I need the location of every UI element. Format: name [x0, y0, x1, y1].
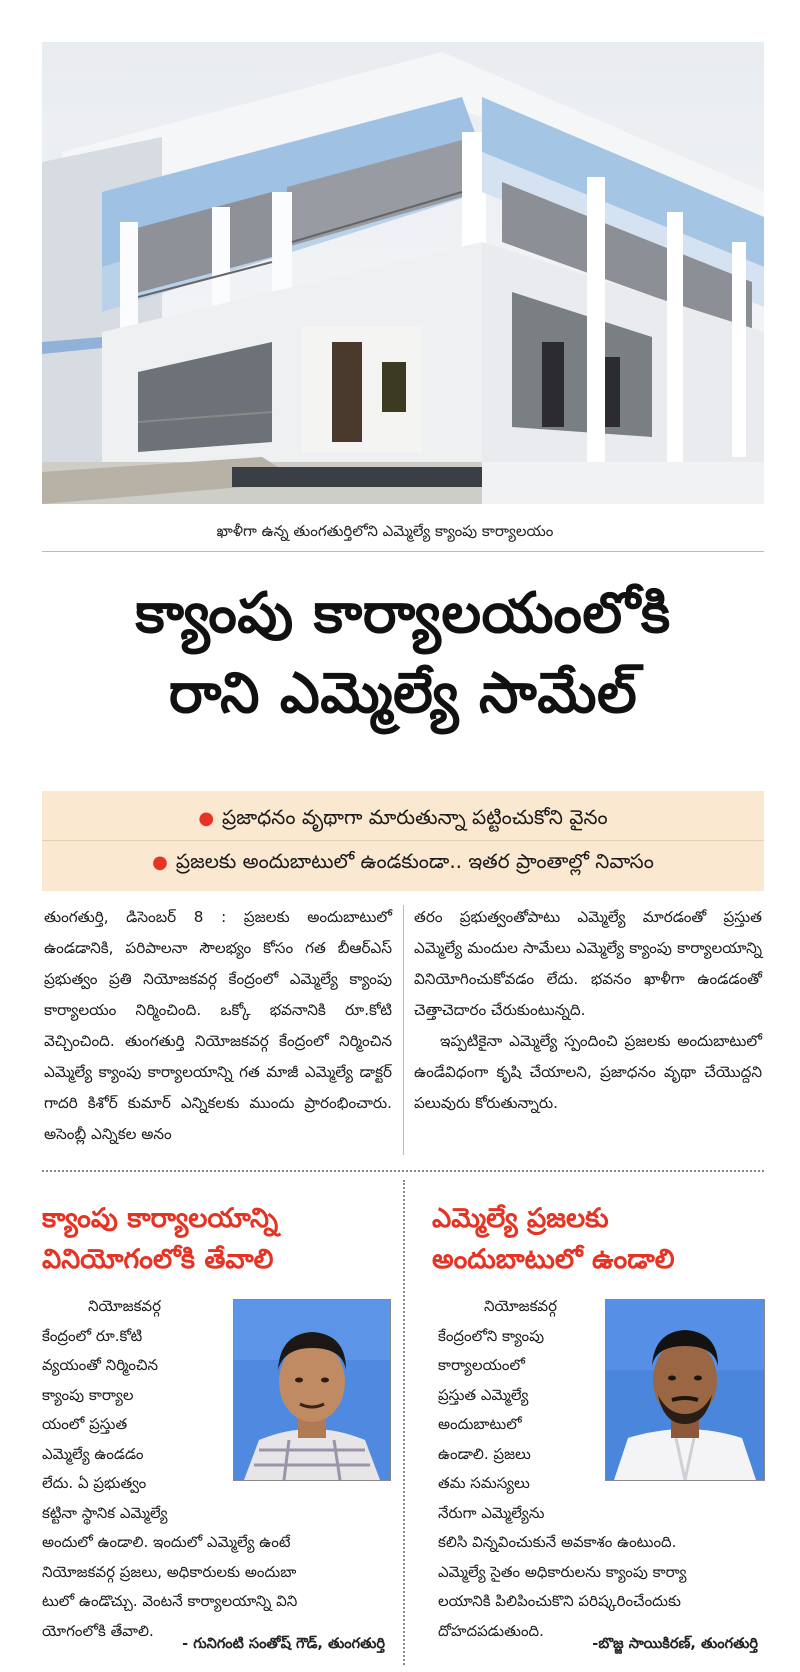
box-text-line: లయానికి పిలిపించుకొని పరిష్కరించేందుకు	[438, 1592, 681, 1610]
box-text-line: కలిసి విన్నవించుకునే అవకాశం ఉంటుంది.	[438, 1533, 677, 1551]
section-divider	[42, 1170, 764, 1172]
box-text-line: ఉండాలి. ప్రజలు	[438, 1444, 531, 1463]
portrait-photo-left	[233, 1299, 391, 1481]
box-text-line: నియోజకవర్గ	[484, 1297, 557, 1315]
highlight-text: ప్రజాధనం వృథాగా మారుతున్నా పట్టించుకోని వైనం	[222, 805, 608, 829]
highlight-item	[42, 805, 764, 834]
byline-left: - గునిగంటి సంతోష్ గౌడ్, తుంగతుర్తి	[182, 1636, 385, 1652]
box-text-line: కట్టినా స్థానిక ఎమ్మెల్యే	[42, 1503, 168, 1522]
caption-divider	[42, 551, 764, 552]
box-text-line: దోహదపడుతుంది.	[438, 1621, 544, 1640]
box-title-line: అందుబాటులో ఉండాలి	[432, 1244, 675, 1275]
box-text-line: ఎమ్మెల్యే ఉండడం	[42, 1444, 144, 1463]
box-title-line: క్యాంపు కార్యాలయాన్ని	[42, 1203, 279, 1234]
box-text-line: తమ సమస్యలు	[438, 1474, 530, 1492]
box-text-line: కేంద్రంలో రూ.కోటి	[42, 1326, 143, 1345]
photo-caption: ఖాళీగా ఉన్న తుంగతుర్తిలోని ఎమ్మెల్యే క్యాంపు కార్యాలయం	[216, 522, 554, 540]
box-title-line: వినియోగంలోకి తేవాలి	[42, 1244, 274, 1275]
box-text-line: అందుబాటులో	[438, 1415, 522, 1433]
box-text-line: టులో ఉండొచ్చు. వెంటనే కార్యాలయాన్ని విని	[42, 1592, 298, 1610]
highlight-text: ప్రజలకు అందుబాటులో ఉండకుండా.. ఇతర ప్రాంతాల్లో నివాసం	[175, 849, 654, 873]
column-divider	[403, 905, 404, 1155]
box-text-line: కేంద్రంలోని క్యాంపు	[438, 1326, 545, 1345]
box-text-line: యోగంలోకి తేవాలి.	[42, 1621, 154, 1640]
bullet-icon: ●	[152, 852, 168, 873]
box-text-line: క్యాంపు కార్యాల	[42, 1385, 134, 1404]
building-photo	[42, 42, 764, 504]
box-right-title	[432, 1198, 762, 1280]
article-paragraph: తరం ప్రభుత్వంతోపాటు ఎమ్మెల్యే మారడంతో ప్రస్తుత ఎమ్మెల్యే మందుల సామేలు ఎమ్మెల్యే క్యాంపు కార్యాలయాన్ని వినియోగించుకోవడం లేదు. భవనం ఖాళీగా ఉండడంతో చెత్తాచెదారం చేరుకుంటున్నది.	[414, 908, 762, 1019]
box-text-line: లేదు. ఏ ప్రభుత్వం	[42, 1474, 147, 1492]
box-text-line: కార్యాలయంలో	[438, 1356, 525, 1374]
bullet-icon: ●	[198, 808, 215, 829]
box-text-line: యంలో ప్రస్తుత	[42, 1415, 128, 1433]
box-text-line: నేరుగా ఎమ్మెల్యేను	[438, 1503, 545, 1522]
box-text-line: ప్రస్తుత ఎమ్మెల్యే	[438, 1385, 529, 1404]
article-left-column	[44, 902, 392, 1150]
article-right-column	[414, 902, 762, 1119]
highlights-box	[42, 791, 764, 891]
highlight-item	[42, 849, 764, 878]
box-text-line: వ్యయంతో నిర్మించిన	[42, 1356, 159, 1374]
box-title-line: ఎమ్మెల్యే ప్రజలకు	[432, 1203, 609, 1234]
highlight-divider	[42, 840, 764, 841]
box-text-line: ఎమ్మెల్యే సైతం అధికారులను క్యాంపు కార్యా	[438, 1562, 687, 1581]
box-text-line: అందులో ఉండాలి. ఇందులో ఎమ్మెల్యే ఉంటే	[42, 1533, 291, 1551]
headline-line-1: క్యాంపు కార్యాలయంలోకి	[135, 581, 671, 646]
box-left-title	[42, 1198, 392, 1280]
byline-right: -బొజ్జ సాయికిరణ్, తుంగతుర్తి	[592, 1636, 758, 1652]
box-text-line: నియోజకవర్గ	[88, 1297, 161, 1315]
headline-line-2: రాని ఎమ్మెల్యే సామేల్	[168, 661, 638, 726]
article-paragraph: ఇప్పటికైనా ఎమ్మెల్యే స్పందించి ప్రజలకు అందుబాటులో ఉండేవిధంగా కృషి చేయాలని, ప్రజాధనం వృథా చేయొద్దని పలువురు కోరుతున్నారు.	[414, 1032, 762, 1112]
box-text-line: నియోజకవర్గ ప్రజలు, అధికారులకు అందుబా	[42, 1562, 297, 1581]
portrait-photo-right	[605, 1299, 765, 1481]
box-divider	[403, 1180, 405, 1665]
article-paragraph: తుంగతుర్తి, డిసెంబర్ 8 : ప్రజలకు అందుబాటులో ఉండడానికి, పరిపాలనా సౌలభ్యం కోసం గత బీఆర్ఎస్ ప్రభుత్వం ప్రతి నియోజకవర్గ కేంద్రంలో ఎమ్మెల్యే క్యాంపు కార్యాలయం నిర్మించింది. ఒక్కో భవనానికి రూ.కోటి వెచ్చించింది. తుంగతుర్తి నియోజకవర్గ కేంద్రంలో నిర్మించిన ఎమ్మెల్యే క్యాంపు కార్యాలయాన్ని గత మాజీ ఎమ్మెల్యే డాక్టర్ గాదరి కిశోర్ కుమార్ ఎన్నికలకు ముందు ప్రారంభించారు. అసెంబ్లీ ఎన్నికల అనం	[44, 908, 392, 1143]
